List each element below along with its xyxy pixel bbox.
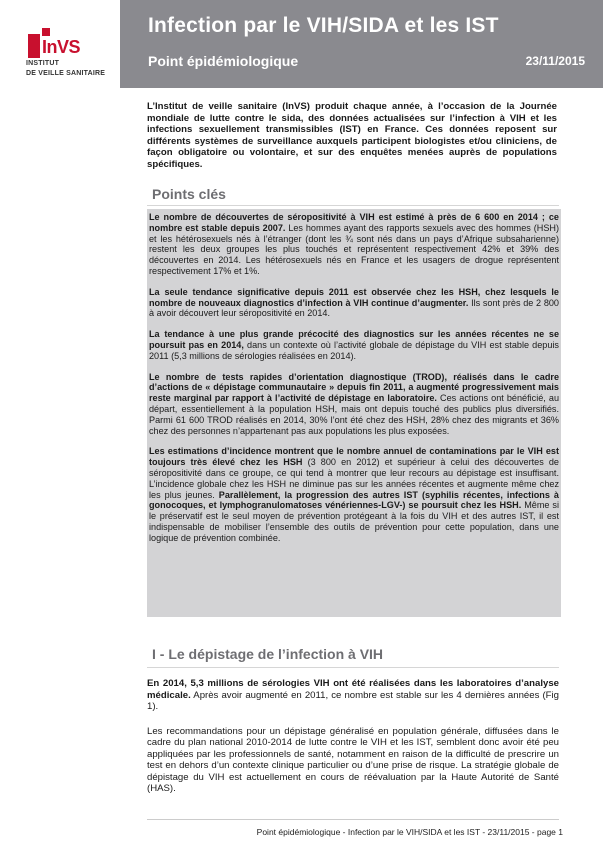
logo-mark: [28, 28, 86, 58]
body-paragraph-1-bold: En 2014, 5,3 millions de sérologies VIH ont été réalisées dans les laboratoires d’analyse médicale.: [147, 678, 559, 701]
header-band: [120, 0, 603, 88]
key-point-4-bold: Le nombre de tests rapides d’orientation diagnostique (TROD), réalisés dans le cadre d’actions de « dépistage communautaire » depuis fin 2011, a augmenté progressivement mais reste marginal par rapport à l’activité de dépistage en laboratoire.: [149, 371, 559, 404]
publication-date: 23/11/2015: [525, 54, 585, 68]
key-point-4-text: Ces actions ont bénéficié, au départ, essentiellement à la population HSH, mais ont depuis touché des publics plus diversifiés. Parmi 61 600 TROD réalisés en 2014, 30% l’ont été chez des HSH, 28% chez des migrants et 36% chez des personnes n’appartenant pas aux populations les plus exposées.: [149, 393, 559, 436]
section-1-body: [147, 678, 559, 808]
key-point-1-bold: Le nombre de découvertes de séropositivité à VIH est estimé à près de 6 600 en 2014 ; ce nombre est stable depuis 2007.: [149, 212, 559, 233]
key-point-2-bold: La seule tendance significative depuis 2011 est observée chez les HSH, chez lesquels le nombre de nouveaux diagnostics d’infection à VIH continue d’augmenter.: [149, 286, 559, 308]
footer-divider: [147, 819, 559, 820]
page-title: Infection par le VIH/SIDA et les IST: [148, 14, 499, 37]
key-points-box: [147, 209, 561, 617]
key-point-1: [149, 212, 559, 277]
logo-red-square: [42, 28, 50, 36]
key-point-1-text: Les hommes ayant des rapports sexuels avec des hommes (HSH) et les hétérosexuels nés à l’étranger (dont les ¾ sont nés dans un pays d’Afrique subsaharienne) restent les deux groupes les plus touchés et représentent respectivement 42% et 39% des découvertes en 2014. Les hétérosexuels nés en France et les usagers de drogue représentent respectivement 17% et 1%.: [149, 222, 559, 276]
key-point-3-bold: La tendance à une plus grande précocité des diagnostics sur les années récentes ne se poursuit pas en 2014,: [149, 329, 559, 350]
section-title-depistage: I - Le dépistage de l’infection à VIH: [152, 646, 384, 662]
intro-paragraph: L’Institut de veille sanitaire (InVS) produit chaque année, à l’occasion de la Journée mondiale de lutte contre le sida, des données actualisées sur l’infection à VIH et les infections sexuellement transmissibles (IST) en France. Ces données reposent sur différents systèmes de surveillance auxquels participent biologistes et/ou cliniciens, de façon obligatoire ou volontaire, et sur des enquêtes menées auprès de populations spécifiques.: [147, 101, 557, 170]
key-point-5-text-1: (3 800 en 2012) et supérieur à celui des découvertes de séropositivité dans ce groupe, ce qui tend à montrer que leur recours au dépistage est insuffisant. L’incidence globale chez les HSH ne diminue pas sur les années récentes et augmente même chez les plus jeunes.: [149, 457, 559, 500]
body-paragraph-1: [147, 678, 559, 713]
invs-logo: [26, 28, 106, 78]
key-point-5-text-2: Même si le préservatif est le seul moyen de prévention protégeant à la fois du VIH et des autres IST, il est indispensable de mobiliser l’ensemble des outils de prévention pour cette population, dans une logique de prévention combinée.: [149, 500, 559, 543]
section-title-points-cles: Points clés: [152, 186, 226, 202]
key-point-5-bold-1: Les estimations d’incidence montrent que le nombre annuel de contaminations par le VIH est toujours très élevé chez les HSH: [149, 446, 559, 468]
key-point-5: [149, 446, 559, 543]
logo-line-1: INSTITUT: [26, 60, 60, 67]
logo-red-bar: [28, 34, 40, 58]
page-footer: Point épidémiologique - Infection par le VIH/SIDA et les IST - 23/11/2015 - page 1: [256, 827, 563, 837]
key-point-4: [149, 372, 559, 437]
body-paragraph-1-text: Après avoir augmenté en 2011, ce nombre est stable sur les 4 dernières années (Fig 1).: [147, 689, 559, 712]
key-point-3-text: dans un contexte où l’activité globale de dépistage du VIH est stable depuis 2011 (5,3 millions de sérologies réalisées en 2014).: [149, 339, 559, 361]
key-point-2-text: Ils sont près de 2 800 à avoir découvert leur séropositivité en 2014.: [149, 297, 559, 319]
logo-line-2: DE VEILLE SANITAIRE: [26, 70, 106, 77]
logo-text: InVS: [42, 37, 81, 57]
section-divider: [147, 667, 559, 668]
key-point-2: [149, 287, 559, 319]
key-point-3: [149, 329, 559, 361]
section-divider: [147, 205, 559, 206]
page-subtitle: Point épidémiologique: [148, 53, 299, 69]
key-point-5-bold-2: Parallèlement, la progression des autres IST (syphilis récentes, infections à gonocoques, et lymphogranulomatoses vénériennes-LGV-) se poursuit chez les HSH.: [149, 489, 559, 511]
body-paragraph-2: Les recommandations pour un dépistage généralisé en population générale, diffusées dans le cadre du plan national 2010-2014 de lutte contre le VIH et les IST, semblent donc avoir été peu appliquées par les professionnels de santé, notamment en raison de la difficulté de prescrire un test en dehors d’un contexte clinique particulier ou d’une prise de risque. La stratégie globale de dépistage du VIH est actuellement en cours de réévaluation par la Haute Autorité de Santé (HAS).: [147, 725, 559, 794]
